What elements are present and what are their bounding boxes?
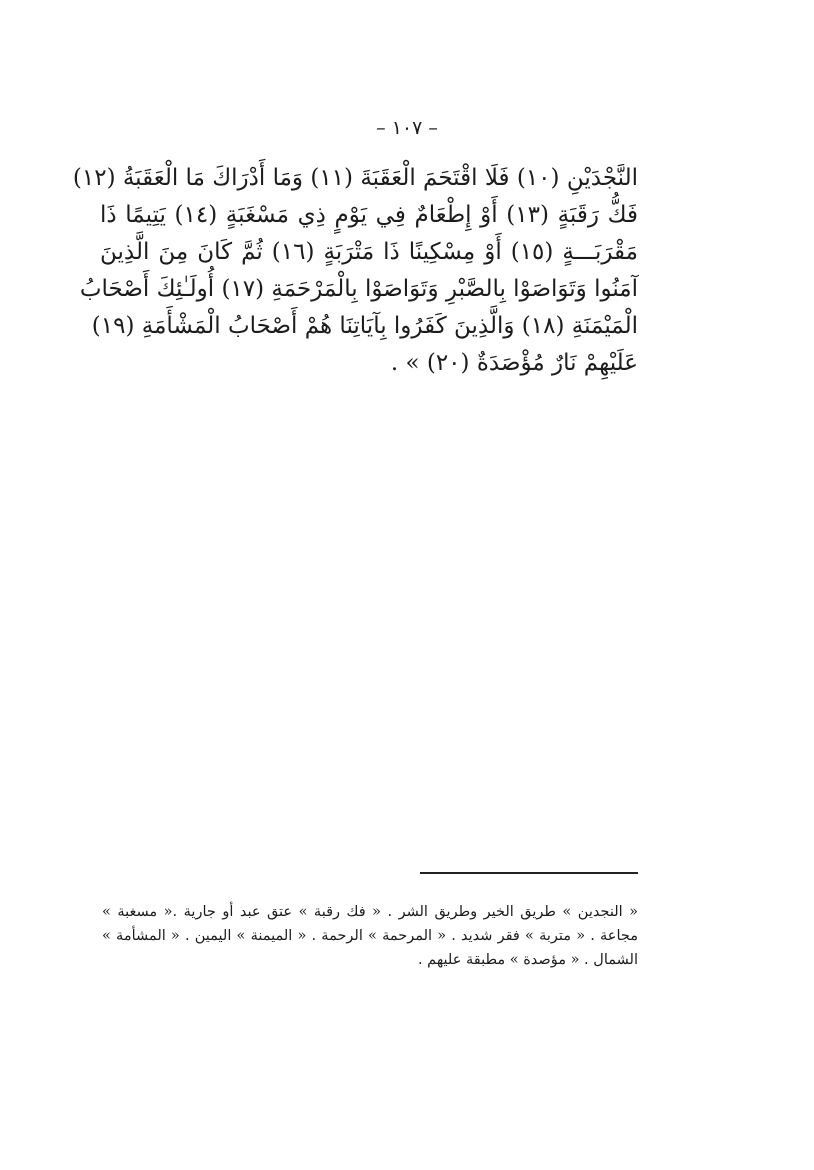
page-number: – ١٠٧ – <box>376 117 438 139</box>
verse-line: فَكُّ رَقَبَةٍ (١٣) أَوْ إِطْعَامٌ فِي يَوْمٍ ذِي مَسْغَبَةٍ (١٤) يَتِيمًا ذَا <box>100 202 638 228</box>
verse-line: عَلَيْهِمْ نَارٌ مُؤْصَدَةٌ (٢٠) » . <box>390 350 638 376</box>
footnote-line: « النجدين » طريق الخير وطريق الشر . « فك رقبة » عتق عبد أو جارية .« مسغبة » <box>102 904 638 920</box>
verse-block <box>72 160 638 382</box>
verse-line: الْمَيْمَنَةِ (١٨) وَالَّذِينَ كَفَرُوا بِآيَاتِنَا هُمْ أَصْحَابُ الْمَشْأَمَةِ (١٩) <box>91 313 638 339</box>
footnote-separator <box>420 872 638 874</box>
footnote-line: الشمال . « مؤصدة » مطبقة عليهم . <box>417 952 638 968</box>
footnote-line: مجاعة . « متربة » فقر شديد . « المرحمة » الرحمة . « الميمنة » اليمين . « المشأمة » <box>102 928 638 944</box>
verse-line: مَقْرَبَـــةٍ (١٥) أَوْ مِسْكِينًا ذَا مَتْرَبَةٍ (١٦) ثُمَّ كَانَ مِنَ الَّذِينَ <box>100 239 638 265</box>
footnote-block <box>102 900 638 972</box>
verse-line: النَّجْدَيْنِ (١٠) فَلَا اقْتَحَمَ الْعَقَبَةَ (١١) وَمَا أَدْرَاكَ مَا الْعَقَبَةُ (١٢) <box>72 165 638 191</box>
verse-line: آمَنُوا وَتَوَاصَوْا بِالصَّبْرِ وَتَوَاصَوْا بِالْمَرْحَمَةِ (١٧) أُولَـٰئِكَ أَصْحَابُ <box>79 276 638 302</box>
